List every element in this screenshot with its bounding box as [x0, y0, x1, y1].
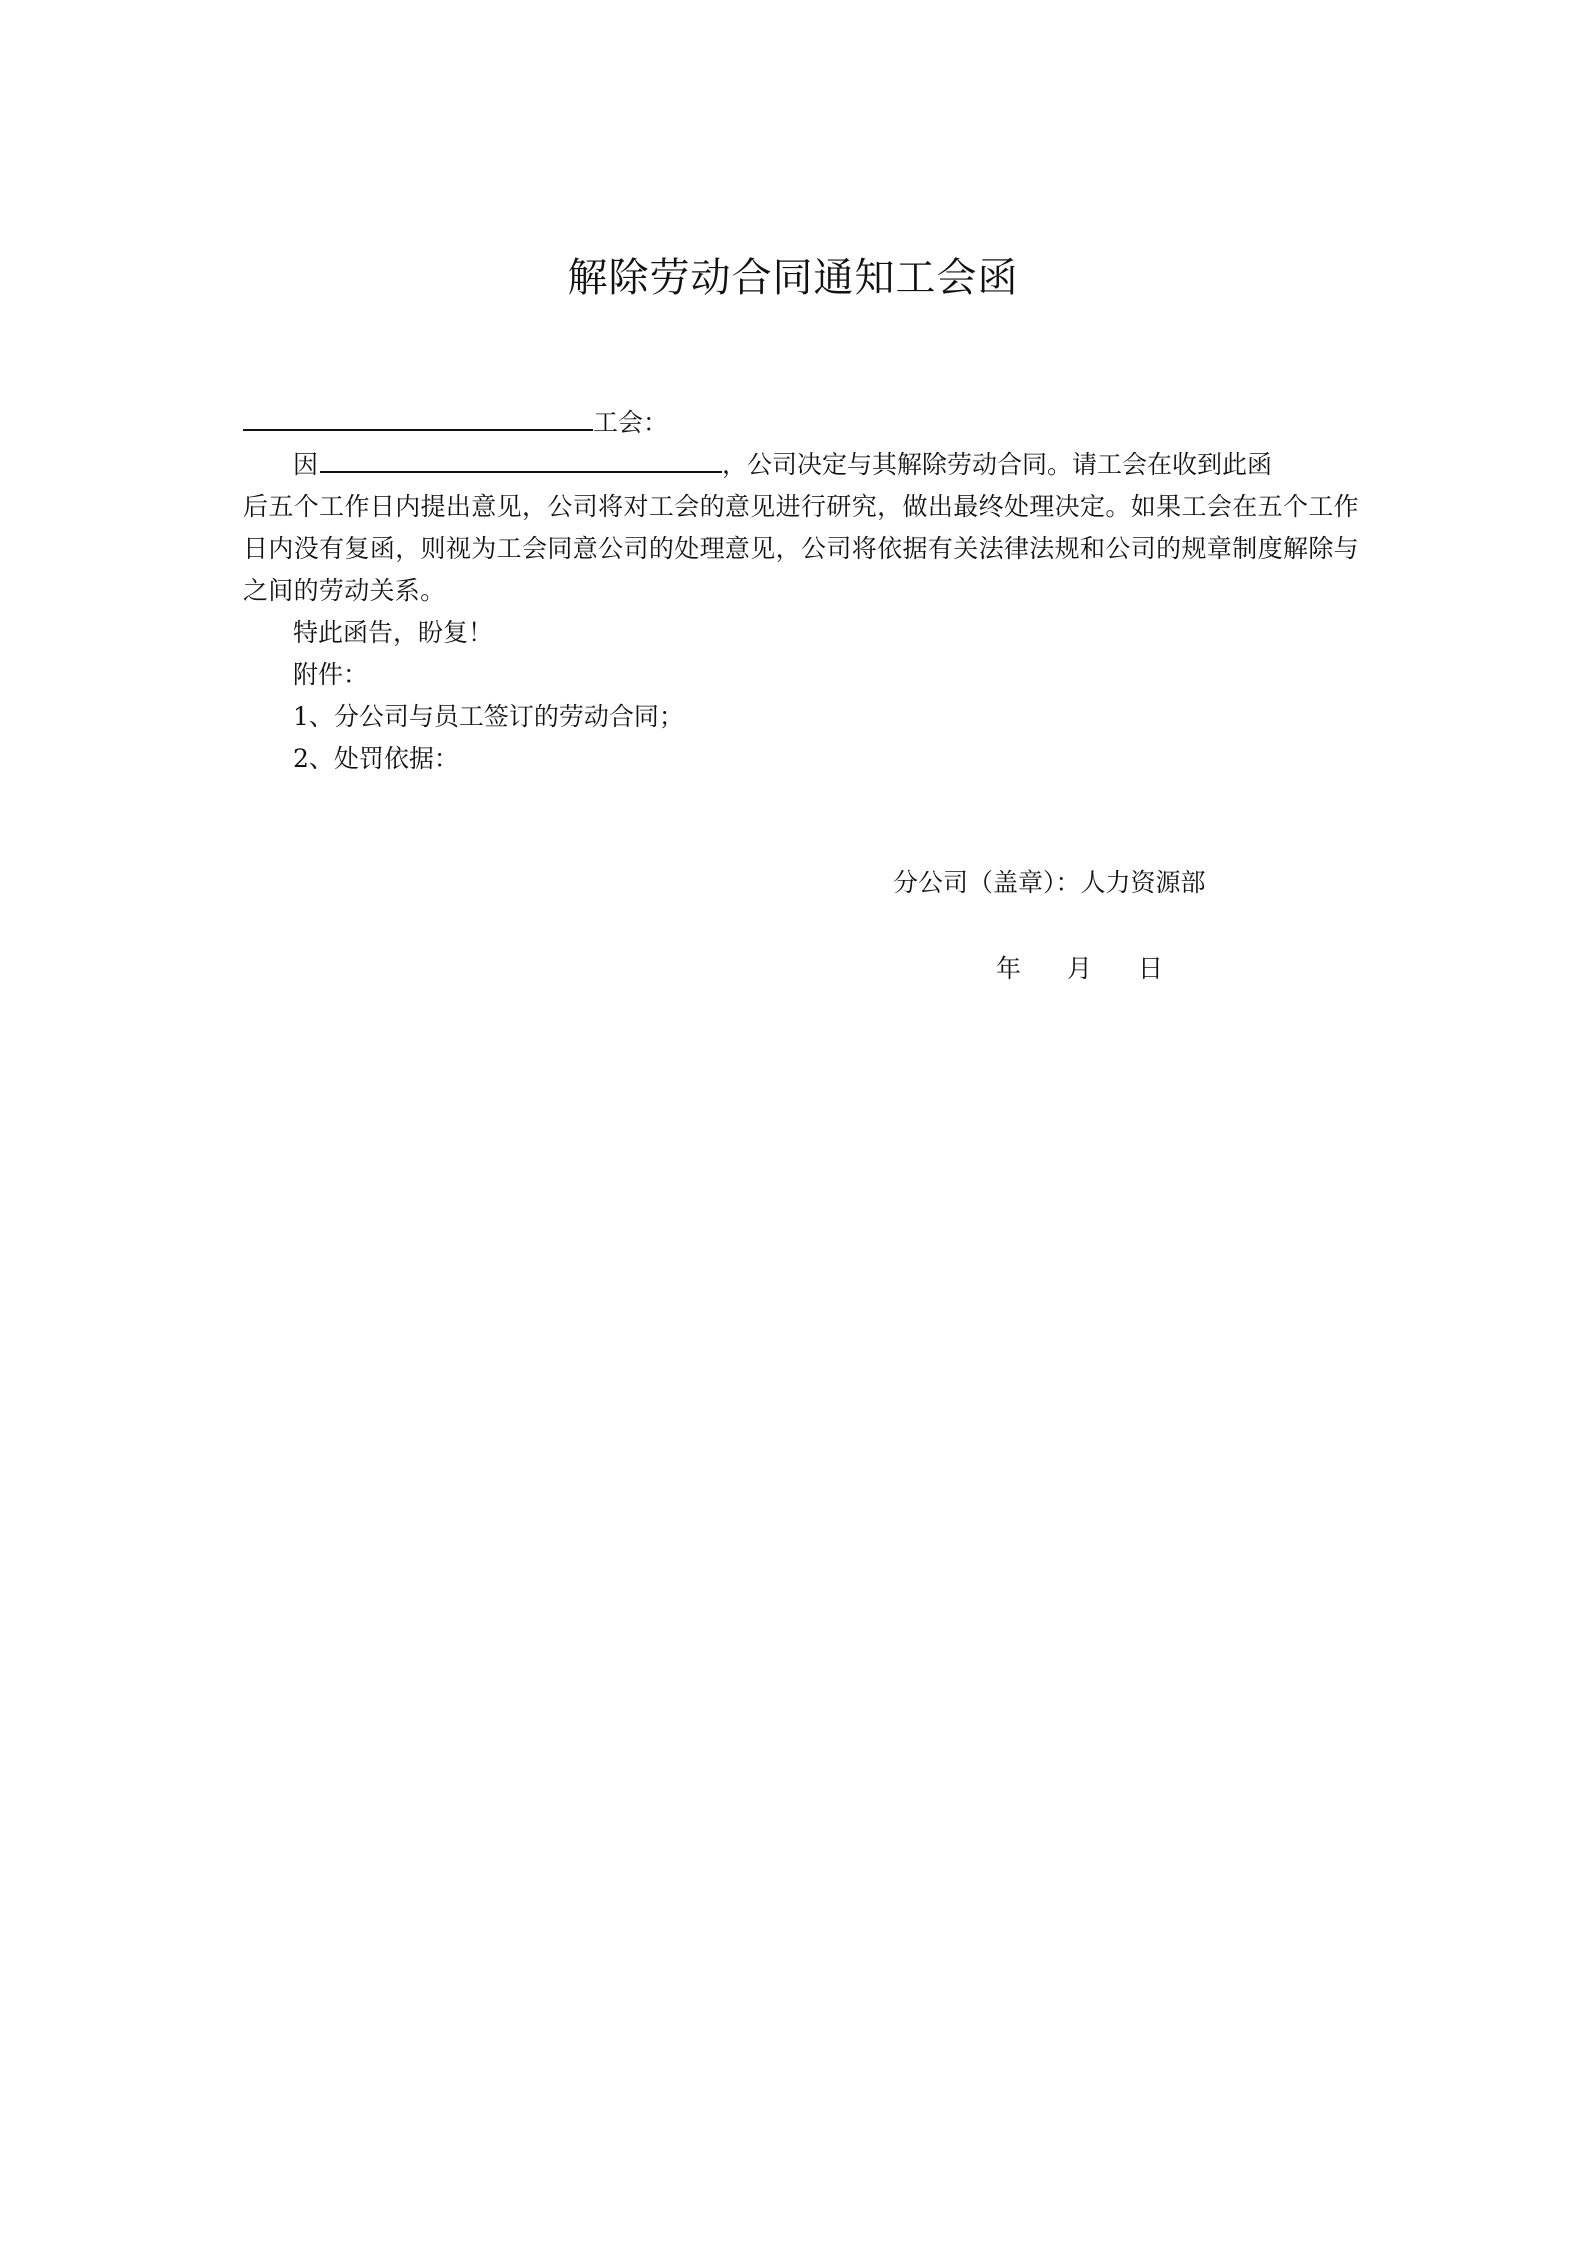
body-paragraph: 后五个工作日内提出意见，公司将对工会的意见进行研究，做出最终处理决定。如果工会在五个工作日内没有复函，则视为工会同意公司的处理意见，公司将依据有关法律法规和公司的规章制度解除与之间的劳动关系。 [243, 492, 1359, 605]
reason-line [243, 444, 1359, 486]
date-line [996, 948, 1163, 990]
reason-suffix: ，公司决定与其解除劳动合同。请工会在收到此函 [722, 450, 1273, 479]
document-body [243, 402, 1359, 780]
reason-prefix: 因 [293, 450, 319, 479]
attachments-label: 附件： [293, 660, 369, 689]
union-name-blank [243, 403, 593, 431]
date-day: 日 [1138, 954, 1164, 983]
reason-blank [320, 445, 722, 473]
salutation-suffix: 工会： [593, 408, 669, 437]
attachment-item: 2、处罚依据： [293, 744, 459, 773]
attachment-item: 1、分公司与员工签订的劳动合同； [293, 702, 684, 731]
date-year: 年 [996, 954, 1022, 983]
salutation-line [243, 402, 1359, 444]
signature-line: 分公司（盖章）：人力资源部 [893, 868, 1206, 897]
document-title: 解除劳动合同通知工会函 [567, 255, 1019, 301]
closing-line: 特此函告，盼复！ [293, 618, 494, 647]
date-month: 月 [1067, 954, 1093, 983]
